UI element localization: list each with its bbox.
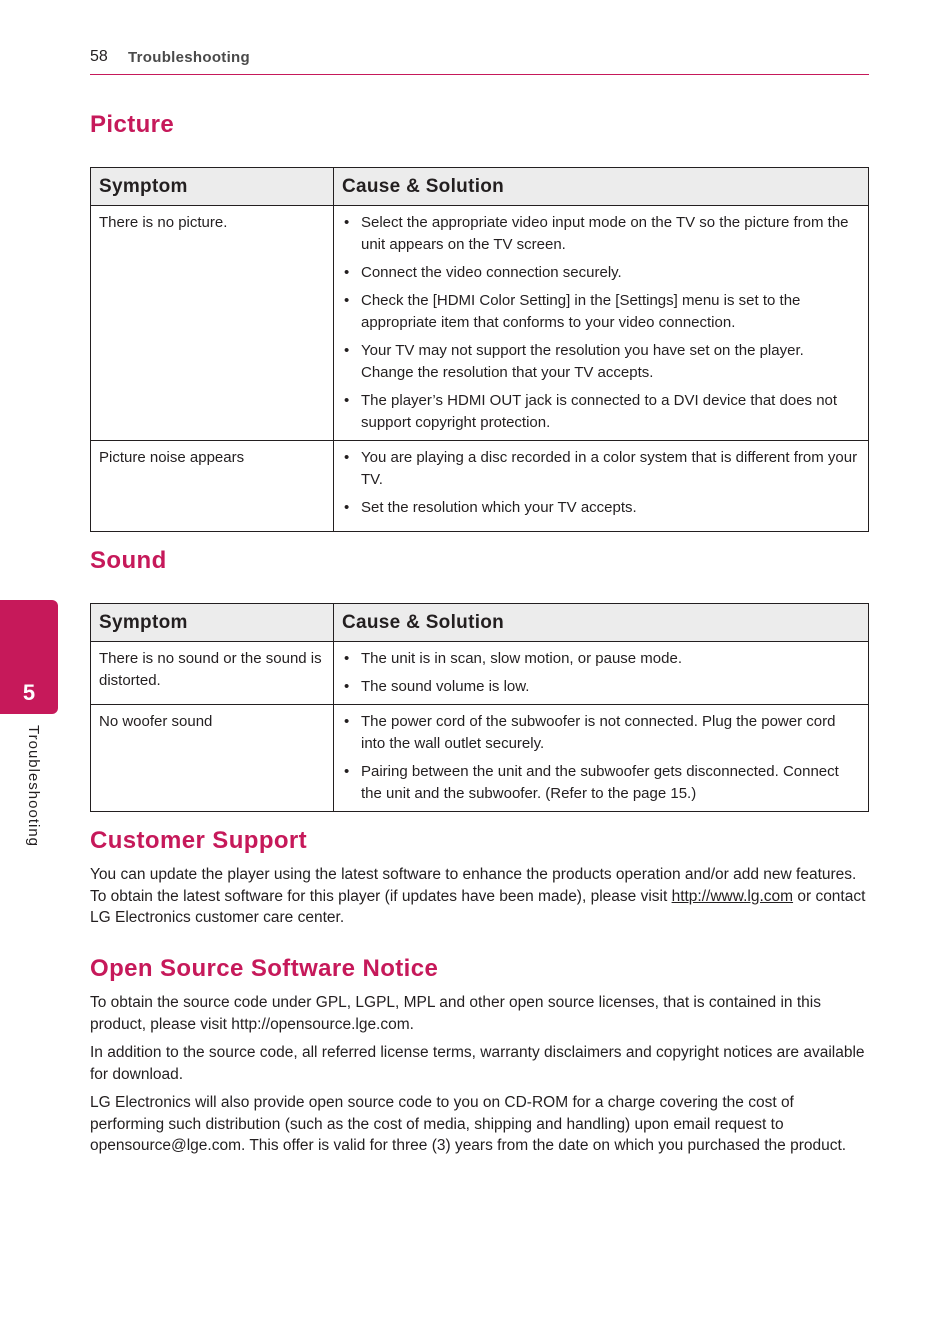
symptom-cell: No woofer sound	[91, 705, 334, 812]
table-row	[91, 441, 869, 532]
open-source-paragraph: LG Electronics will also provide open source code to you on CD-ROM for a charge covering the cost of performing such distribution (such as the cost of media, shipping and handling) upon email request to opensource@lge.com. This offer is valid for three (3) years from the date on which you purchased the product.	[90, 1094, 847, 1154]
open-source-paragraph: To obtain the source code under GPL, LGPL, MPL and other open source licenses, that is contained in this product, please visit http://opensource.lge.com.	[90, 994, 821, 1033]
sound-heading: Sound	[90, 547, 167, 574]
table-row	[91, 206, 869, 441]
list-item: • Check the [HDMI Color Setting] in the [Settings] menu is set to the appropriate item that conforms to your video connection.	[342, 290, 860, 334]
open-source-paragraph: In addition to the source code, all referred license terms, warranty disclaimers and copyright notices are available for download.	[90, 1044, 865, 1083]
picture-heading: Picture	[90, 111, 175, 138]
picture-table	[90, 167, 869, 532]
sound-table	[90, 603, 869, 812]
page-header	[90, 46, 869, 75]
symptom-cell: There is no sound or the sound is distorted.	[91, 642, 334, 705]
lg-website-link[interactable]: http://www.lg.com	[671, 887, 794, 905]
symptom-cell: Picture noise appears	[91, 441, 334, 532]
page-number: 58	[90, 48, 108, 65]
table-row	[91, 705, 869, 812]
cause-column-header: Cause & Solution	[334, 604, 869, 642]
cause-list	[342, 648, 860, 698]
cause-cell	[334, 441, 869, 532]
cause-list	[342, 711, 860, 805]
list-item: • The power cord of the subwoofer is not connected. Plug the power cord into the wall outlet securely.	[342, 711, 860, 755]
list-item: • The unit is in scan, slow motion, or pause mode.	[342, 648, 860, 670]
section-title: Troubleshooting	[128, 49, 250, 66]
list-item: • The player’s HDMI OUT jack is connected to a DVI device that does not support copyright protection.	[342, 390, 860, 434]
list-item: • Select the appropriate video input mode on the TV so the picture from the unit appears on the TV screen.	[342, 212, 860, 256]
table-row	[91, 642, 869, 705]
support-text-before: You can update the player using the latest software to enhance the products operation and/or add new features. To obtain the latest software for this player (if updates have been made), please visit	[90, 866, 857, 905]
list-item: • Your TV may not support the resolution you have set on the player. Change the resolution that your TV accepts.	[342, 340, 860, 384]
cause-cell	[334, 642, 869, 705]
cause-list	[342, 447, 860, 519]
list-item: • The sound volume is low.	[342, 676, 860, 698]
list-item: • You are playing a disc recorded in a color system that is different from your TV.	[342, 447, 860, 491]
cause-cell	[334, 206, 869, 441]
cause-cell	[334, 705, 869, 812]
support-text-after: or contact LG Electronics customer care center.	[90, 887, 866, 926]
cause-column-header: Cause & Solution	[334, 168, 869, 206]
symptom-column-header: Symptom	[91, 604, 334, 642]
list-item: • Connect the video connection securely.	[342, 262, 860, 284]
chapter-tab	[0, 600, 58, 714]
customer-support-text	[90, 864, 869, 929]
symptom-column-header: Symptom	[91, 168, 334, 206]
chapter-number: 5	[22, 680, 36, 705]
list-item: • Pairing between the unit and the subwoofer gets disconnected. Connect the unit and the subwoofer. (Refer to the page 15.)	[342, 761, 860, 805]
chapter-label: Troubleshooting	[25, 725, 42, 848]
cause-list	[342, 212, 860, 434]
list-item: • Set the resolution which your TV accepts.	[342, 497, 860, 519]
symptom-cell: There is no picture.	[91, 206, 334, 441]
open-source-heading: Open Source Software Notice	[90, 955, 439, 982]
customer-support-heading: Customer Support	[90, 827, 308, 854]
